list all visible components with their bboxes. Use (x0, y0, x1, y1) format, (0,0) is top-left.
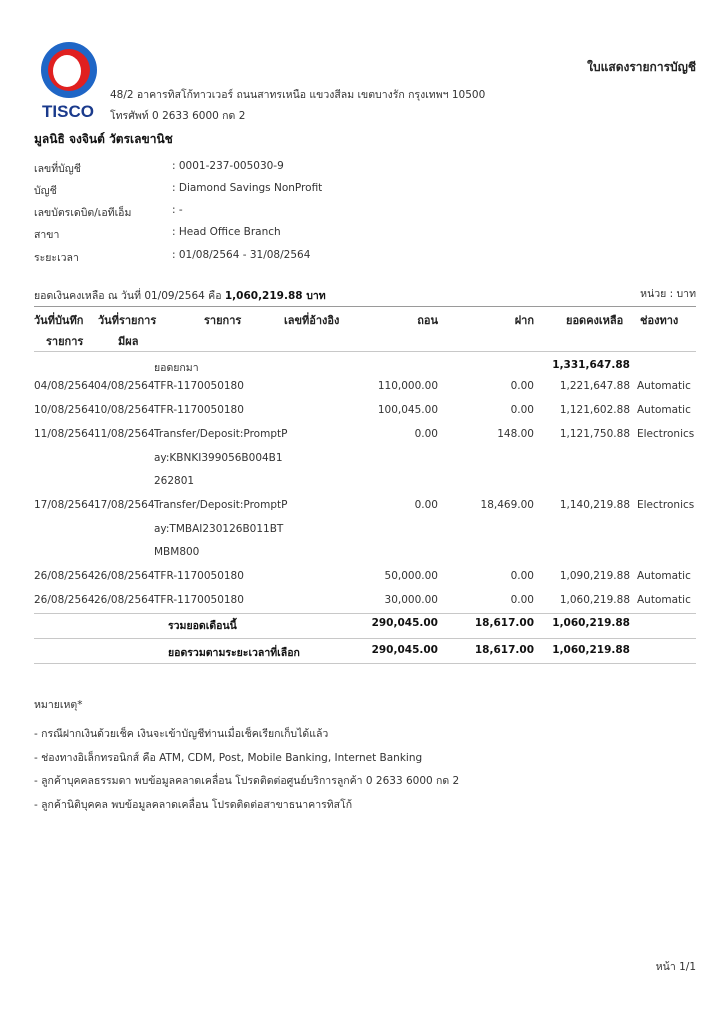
document-title: ใบแสดงรายการบัญชี (587, 60, 696, 74)
closing-balance-amount: 1,060,219.88 บาท (224, 290, 326, 302)
row4-withdraw: 0.00 (414, 499, 438, 511)
period-total-label: ยอดรวมตามระยะเวลาที่เลือก (168, 647, 300, 659)
month-total-deposit: 18,617.00 (474, 617, 534, 629)
row5-balance: 1,090,219.88 (559, 570, 630, 582)
row5-deposit: 0.00 (510, 570, 534, 582)
period-total-balance: 1,060,219.88 (552, 644, 630, 656)
closing-balance-prefix: ยอดเงินคงเหลือ ณ วันที่ 01/09/2564 คือ (34, 290, 225, 302)
row5-effective-date: 26/08/2564 (94, 570, 155, 582)
totals-bottom-rule (34, 663, 696, 664)
row6-description: TFR-1170050180 (154, 594, 244, 606)
period-value: : 01/08/2564 - 31/08/2564 (172, 249, 311, 261)
row4-description-line3: MBM800 (154, 546, 200, 558)
col-deposit-header: ฝาก (514, 314, 534, 327)
brought-forward-balance: 1,331,647.88 (552, 359, 630, 371)
account-number-value: : 0001-237-005030-9 (172, 160, 284, 172)
col-channel-header: ช่องทาง (640, 314, 679, 327)
row4-channel: Electronics (637, 499, 695, 511)
brought-forward-label: ยอดยกมา (154, 362, 199, 374)
logo-wordmark: TISCO (42, 102, 94, 121)
row6-deposit: 0.00 (510, 594, 534, 606)
row2-deposit: 0.00 (510, 404, 534, 416)
row4-description-line2: ay:TMBAI230126B011BT (154, 523, 284, 535)
col-effective-date-header-line2: มีผล (118, 335, 139, 348)
month-total-label: รวมยอดเดือนนี้ (168, 620, 237, 632)
row3-description-line2: ay:KBNKI399056B004B1 (154, 452, 283, 464)
col-balance-header: ยอดคงเหลือ (566, 314, 624, 327)
row2-channel: Automatic (637, 404, 691, 416)
row6-effective-date: 26/08/2564 (94, 594, 155, 606)
bank-address: 48/2 อาคารทิสโก้ทาวเวอร์ ถนนสาทรเหนือ แขวงสีลม เขตบางรัก กรุงเทพฯ 10500 (110, 89, 486, 101)
col-reference-header: เลขที่อ้างอิง (284, 314, 340, 327)
totals-top-rule (34, 613, 696, 614)
currency-unit: หน่วย : บาท (640, 288, 696, 300)
branch-label: สาขา (34, 229, 60, 241)
row2-description: TFR-1170050180 (154, 404, 244, 416)
tisco-logo (34, 40, 102, 122)
col-record-date-header: วันที่บันทึก (34, 314, 84, 327)
period-total-withdraw: 290,045.00 (371, 644, 438, 656)
row4-balance: 1,140,219.88 (559, 499, 630, 511)
row3-description-line3: 262801 (154, 475, 195, 487)
account-number-label: เลขที่บัญชี (34, 163, 81, 175)
row1-deposit: 0.00 (510, 380, 534, 392)
row1-channel: Automatic (637, 380, 691, 392)
debit-card-value: : - (172, 204, 183, 216)
row5-withdraw: 50,000.00 (384, 570, 438, 582)
branch-value: : Head Office Branch (172, 226, 281, 238)
row3-channel: Electronics (637, 428, 695, 440)
row4-deposit: 18,469.00 (480, 499, 534, 511)
col-record-date-header-line2: รายการ (46, 335, 84, 348)
row1-balance: 1,221,647.88 (559, 380, 630, 392)
row1-date: 04/08/2564 (34, 380, 95, 392)
row2-effective-date: 10/08/2564 (94, 404, 155, 416)
row2-balance: 1,121,602.88 (559, 404, 630, 416)
row4-date: 17/08/2564 (34, 499, 95, 511)
table-top-rule (34, 306, 696, 307)
row1-withdraw: 110,000.00 (377, 380, 438, 392)
row3-balance: 1,121,750.88 (559, 428, 630, 440)
row5-channel: Automatic (637, 570, 691, 582)
row4-description-line1: Transfer/Deposit:PromptP (154, 499, 288, 511)
note-item-4: - ลูกค้านิติบุคคล พบข้อมูลคลาดเคลื่อน โปรดติดต่อสาขาธนาคารทิสโก้ (34, 799, 353, 811)
row3-effective-date: 11/08/2564 (94, 428, 155, 440)
account-holder-name: มูลนิธิ จงจินต์ วัตรเลขานิช (34, 132, 173, 146)
page-number: หน้า 1/1 (655, 961, 696, 973)
notes-title: หมายเหตุ* (34, 699, 83, 711)
row6-balance: 1,060,219.88 (559, 594, 630, 606)
note-item-3: - ลูกค้าบุคคลธรรมดา พบข้อมูลคลาดเคลื่อน โปรดติดต่อศูนย์บริการลูกค้า 0 2633 6000 กด 2 (34, 775, 460, 787)
row4-effective-date: 17/08/2564 (94, 499, 155, 511)
row3-withdraw: 0.00 (414, 428, 438, 440)
col-effective-date-header: วันที่รายการ (98, 314, 157, 327)
col-withdraw-header: ถอน (417, 314, 438, 327)
note-item-1: - กรณีฝากเงินด้วยเช็ค เงินจะเข้าบัญชีท่านเมื่อเช็คเรียกเก็บได้แล้ว (34, 728, 329, 740)
debit-card-label: เลขบัตรเดบิต/เอทีเอ็ม (34, 207, 132, 219)
row2-withdraw: 100,045.00 (377, 404, 438, 416)
row5-date: 26/08/2564 (34, 570, 95, 582)
row6-channel: Automatic (637, 594, 691, 606)
closing-balance-line (34, 287, 326, 304)
row3-deposit: 148.00 (497, 428, 534, 440)
row1-effective-date: 04/08/2564 (94, 380, 155, 392)
note-item-2: - ช่องทางอิเล็กทรอนิกส์ คือ ATM, CDM, Post, Mobile Banking, Internet Banking (34, 752, 423, 764)
account-type-value: : Diamond Savings NonProfit (172, 182, 323, 194)
period-total-deposit: 18,617.00 (474, 644, 534, 656)
row3-description-line1: Transfer/Deposit:PromptP (154, 428, 288, 440)
row3-date: 11/08/2564 (34, 428, 95, 440)
period-label: ระยะเวลา (34, 252, 79, 264)
table-header-rule (34, 351, 696, 352)
month-total-balance: 1,060,219.88 (552, 617, 630, 629)
tisco-logo-mark-icon (34, 40, 102, 122)
row6-date: 26/08/2564 (34, 594, 95, 606)
totals-middle-rule (34, 638, 696, 639)
row1-description: TFR-1170050180 (154, 380, 244, 392)
row2-date: 10/08/2564 (34, 404, 95, 416)
account-type-label: บัญชี (34, 185, 57, 197)
bank-phone: โทรศัพท์ 0 2633 6000 กด 2 (110, 110, 246, 122)
month-total-withdraw: 290,045.00 (371, 617, 438, 629)
row5-description: TFR-1170050180 (154, 570, 244, 582)
col-description-header: รายการ (204, 314, 242, 327)
row6-withdraw: 30,000.00 (384, 594, 438, 606)
